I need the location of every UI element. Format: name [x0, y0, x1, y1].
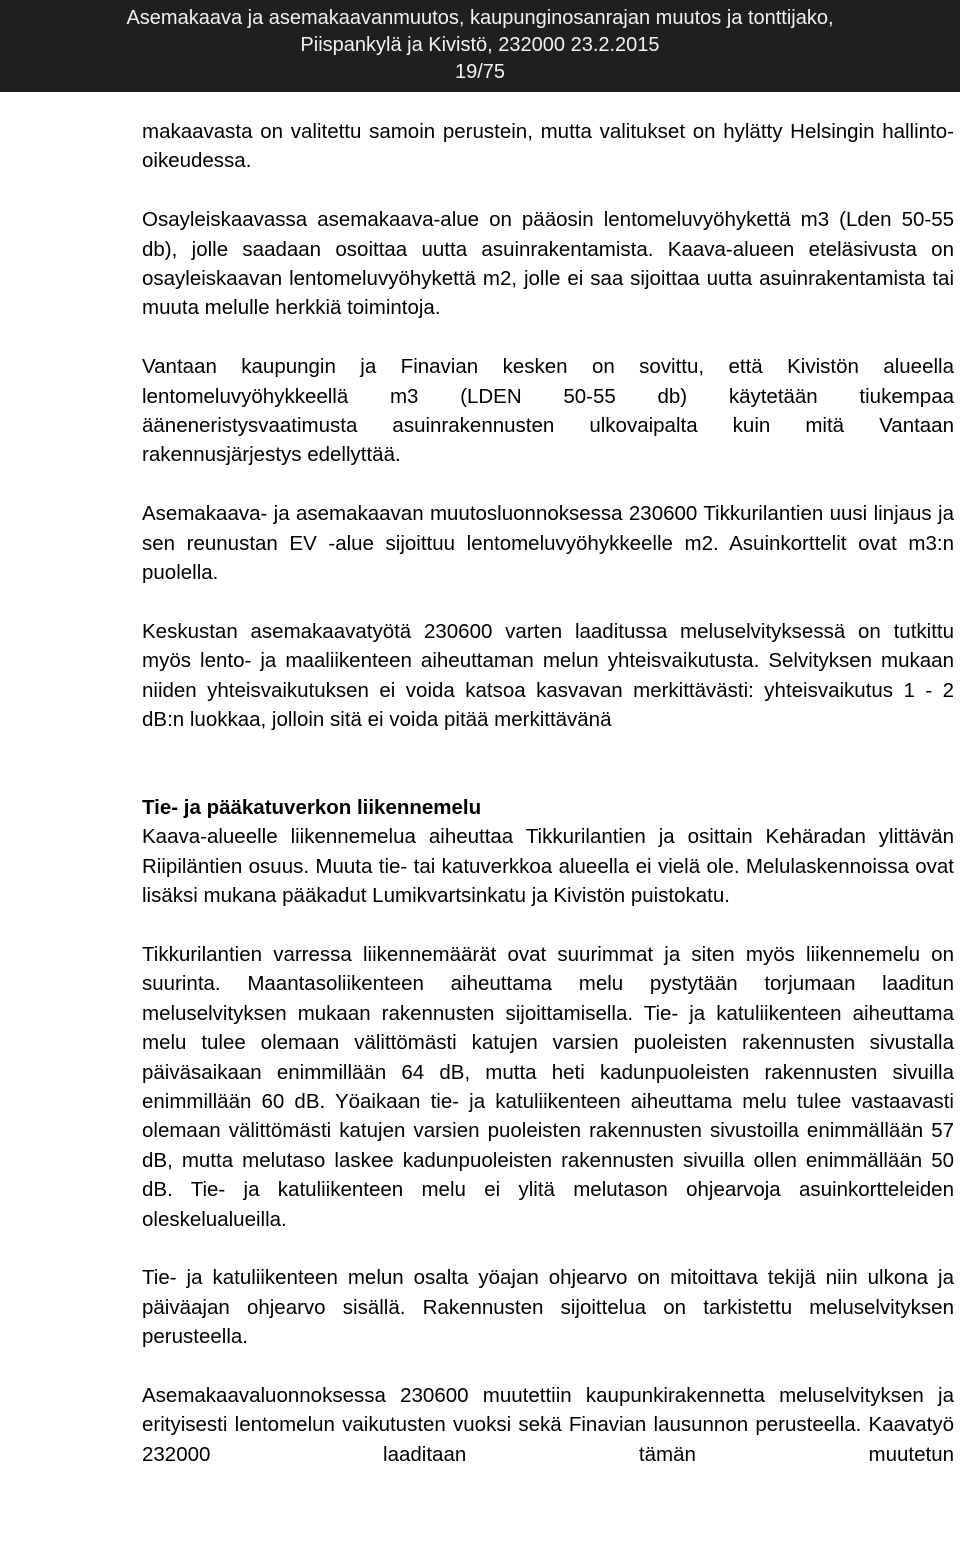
document-body — [142, 117, 954, 1499]
document-header — [0, 0, 960, 92]
paragraph: Tikkurilantien varressa liikennemäärät ovat suurimmat ja siten myös liikennemelu on suurinta. Maantasoliikenteen aiheuttama melu pystytään torjumaan laaditun meluselvityksen mukaan rakennusten sijoittamisella. Tie- ja katuliikenteen aiheuttama melu tulee olemaan välittömästi katujen varsien puoleisten rakennusten sivustalla päiväsaikaan enimmillään 64 dB, mutta heti kadunpuoleisten rakennusten sivuilla enimmillään 60 dB. Yöaikaan tie- ja katuliikenteen aiheuttama melu tulee vastaavasti olemaan välittömästi katujen varsien puoleisten rakennusten sivustoilla enimmällään 57 dB, mutta melutaso laskee kadunpuoleisten rakennusten sivuilla ollen enimmällään 50 dB. Tie- ja katuliikenteen melu ei ylitä melutason ohjearvoja asuinkortteleiden oleskelualueilla. — [142, 942, 954, 1231]
paragraph: Kaava-alueelle liikennemelua aiheuttaa Tikkurilantien ja osittain Kehäradan ylittävän Riipiläntien osuus. Muuta tie- tai katuverkkoa alueella ei vielä ole. Melulaskennoissa ovat lisäksi mukana pääkadut Lumikvartsinkatu ja Kivistön puistokatu. — [142, 825, 954, 908]
paragraph: Keskustan asemakaavatyötä 230600 varten laaditussa meluselvityksessä on tutkittu myös lento- ja maaliikenteen aiheuttaman melun yhteisvaikutusta. Selvityksen mukaan niiden yhteisvaikutuksen ei voida katsoa kasvavan merkittävästi: yhteisvaikutus 1 - 2 dB:n luokkaa, jolloin sitä ei voida pitää merkittävänä — [142, 619, 954, 732]
header-title-line2: Piispankylä ja Kivistö, 232000 23.2.2015 — [300, 34, 660, 56]
paragraph: Osayleiskaavassa asemakaava-alue on pääosin lentomeluvyöhykettä m3 (Lden 50-55 db), jolle saadaan osoittaa uutta asuinrakentamista. Kaava-alueen eteläsivusta on osayleiskaavan lentomeluvyöhykettä m2, jolle ei saa sijoittaa uutta asuinrakentamista tai muuta melulle herkkiä toimintoja. — [142, 208, 954, 320]
page-number: 19/75 — [454, 61, 506, 83]
paragraph: Tie- ja katuliikenteen melun osalta yöajan ohjearvo on mitoittava tekijä niin ulkona ja päiväajan ohjearvo sisällä. Rakennusten sijoittelua on tarkistettu meluselvityksen perusteella. — [142, 1266, 954, 1349]
header-title-line1: Asemakaava ja asemakaavanmuutos, kaupunginosanrajan muutos ja tonttijako, — [126, 7, 834, 29]
section-heading: Tie- ja pääkatuverkon liikennemelu — [142, 795, 482, 819]
paragraph: Vantaan kaupungin ja Finavian kesken on sovittu, että Kivistön alueella lentomeluvyöhykkeellä m3 (LDEN 50-55 db) käytetään tiukempaa ääneneristysvaatimusta asuinrakennusten ulkovaipalta kuin mitä Vantaan rakennusjärjestys edellyttää. — [142, 355, 954, 467]
paragraph: Asemakaava- ja asemakaavan muutosluonnoksessa 230600 Tikkurilantien uusi linjaus ja sen reunustan EV -alue sijoittuu lentomeluvyöhykkeelle m2. Asuinkorttelit ovat m3:n puolella. — [142, 502, 954, 585]
paragraph: Asemakaavaluonnoksessa 230600 muutettiin kaupunkirakennetta meluselvityksen ja erityisesti lentomelun vaikutusten vuoksi sekä Finavian lausunnon perusteella. Kaavatyö 232000 laaditaan tämän muutetun — [142, 1383, 954, 1466]
paragraph: makaavasta on valitettu samoin perustein, mutta valitukset on hylätty Helsingin hallinto-oikeudessa. — [142, 120, 954, 173]
spacer — [142, 764, 954, 793]
